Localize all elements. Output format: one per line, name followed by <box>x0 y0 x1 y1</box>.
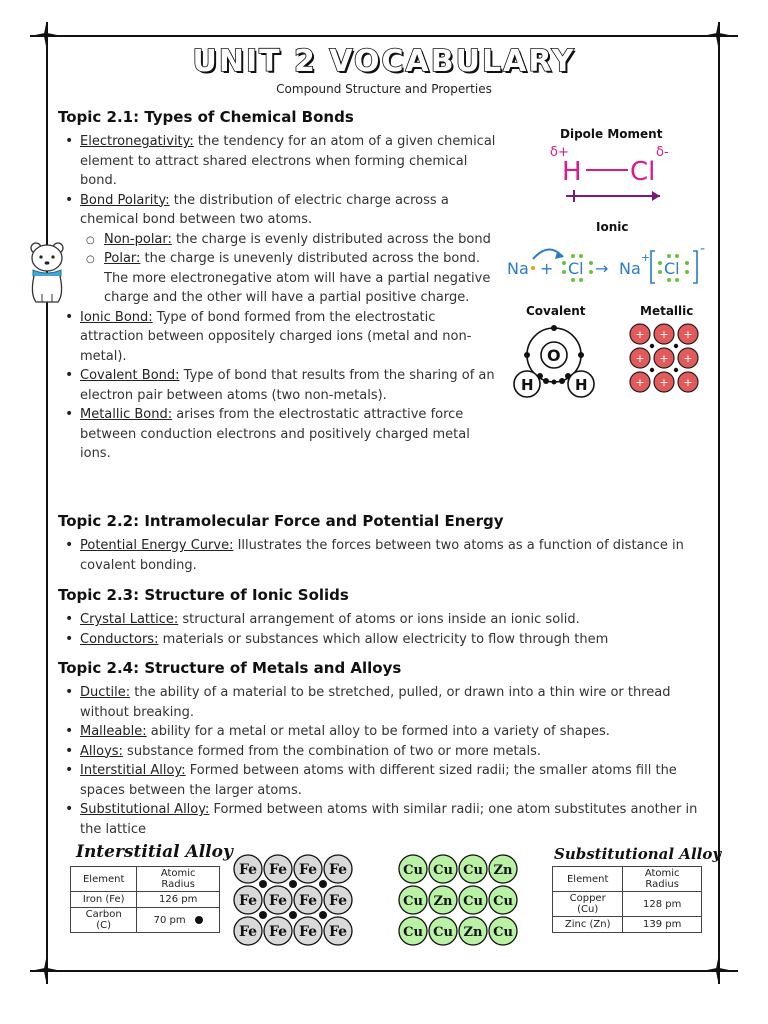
topic-2-2-section <box>58 512 708 575</box>
list-item <box>58 249 503 308</box>
topic-2-2-list <box>58 536 708 575</box>
page-title: UNIT 2 VOCABULARY <box>192 44 576 79</box>
term-ductile: Ductile: <box>80 685 131 700</box>
definition: Type of bond formed from the electrostatic attraction between oppositely charged ions (metal and non-metal). <box>80 309 472 364</box>
fe-atom-label: Fe <box>238 862 258 878</box>
covalent-label: Covalent <box>526 304 586 318</box>
list-item <box>58 191 503 230</box>
fe-atom-label: Fe <box>328 893 348 909</box>
corner-star-icon <box>707 959 729 981</box>
list-item <box>58 536 708 575</box>
table-row <box>71 892 220 908</box>
list-item <box>58 630 708 650</box>
term-electronegativity: Electronegativity: <box>80 134 194 149</box>
frame-bottom-line <box>30 970 738 972</box>
list-item <box>58 683 708 722</box>
frame-left-line <box>46 22 48 984</box>
topic-2-4-list <box>58 683 708 839</box>
fe-atom-label: Fe <box>268 924 288 940</box>
metal-ion-charge: + <box>683 328 693 341</box>
list-item <box>58 722 708 742</box>
alloy-atom-label: Cu <box>463 894 483 909</box>
table-header: Element <box>71 867 137 892</box>
alloy-atom-label: Zn <box>463 925 483 940</box>
table-cell: Carbon (C) <box>71 908 137 933</box>
fe-atom-label: Fe <box>238 893 258 909</box>
term-crystal-lattice: Crystal Lattice: <box>80 612 179 627</box>
table-row <box>71 908 220 933</box>
alloy-atom-label: Cu <box>433 925 453 940</box>
metal-ion-charge: + <box>635 352 645 365</box>
topic-2-1-heading: Topic 2.1: Types of Chemical Bonds <box>58 108 354 126</box>
ionic-charge-positive: + <box>641 251 651 264</box>
topic-2-1-list <box>58 132 503 464</box>
table-header: Atomic Radius <box>137 867 220 892</box>
table-cell: Zinc (Zn) <box>553 917 623 933</box>
term-malleable: Malleable: <box>80 724 147 739</box>
alloy-atom-label: Cu <box>403 894 423 909</box>
interstitial-table <box>70 866 220 933</box>
ionic-na-ion: Na <box>619 259 641 278</box>
metal-ion-charge: + <box>683 352 693 365</box>
carbon-atom <box>289 911 297 919</box>
list-item <box>58 610 708 630</box>
term-bond-polarity: Bond Polarity: <box>80 192 170 208</box>
term-alloys: Alloys: <box>80 743 123 759</box>
definition: the distribution of electric charge across a chemical bond between two atoms. <box>80 192 449 227</box>
substitutional-alloy-title: Substitutional Alloy <box>554 845 722 863</box>
ionic-charge-negative: - <box>700 241 706 257</box>
metallic-bond-diagram <box>628 322 700 394</box>
metal-ion-charge: + <box>659 352 669 365</box>
topic-2-1-section <box>58 108 503 464</box>
list-item <box>58 761 708 800</box>
fe-atom-label: Fe <box>268 893 288 909</box>
free-electron <box>650 344 654 348</box>
definition: Type of bond that results from the sharing of an electron pair between atoms (two non-metals). <box>80 368 495 403</box>
definition: substance formed from the combination of two or more metals. <box>122 743 542 759</box>
dipole-moment-diagram <box>548 142 688 210</box>
definition: ability for a metal or metal alloy to be formed into a variety of shapes. <box>146 724 610 739</box>
table-cell: 70 pm <box>137 908 220 933</box>
fe-atom-label: Fe <box>298 862 318 878</box>
list-item <box>58 132 503 191</box>
dipole-h-atom: H <box>562 157 582 187</box>
term-interstitial-alloy: Interstitial Alloy: <box>80 763 186 778</box>
delta-minus: δ- <box>656 145 669 160</box>
frame-top-line <box>30 35 738 37</box>
covalent-hydrogen-right: H <box>575 376 588 394</box>
ionic-na: Na <box>507 259 529 278</box>
table-row <box>553 867 702 892</box>
term-non-polar: Non-polar: <box>104 231 172 247</box>
carbon-dot-icon <box>195 916 203 924</box>
carbon-atom <box>259 880 267 888</box>
term-conductors: Conductors: <box>80 631 159 647</box>
table-row <box>71 867 220 892</box>
corner-star-icon <box>35 24 57 46</box>
term-metallic-bond: Metallic Bond: <box>80 407 173 422</box>
definition: Formed between atoms with similar radii; one atom substitutes another in the lattice <box>80 802 698 837</box>
table-cell: Iron (Fe) <box>71 892 137 908</box>
corner-star-icon <box>707 24 729 46</box>
ionic-bond-diagram <box>503 237 718 289</box>
table-cell: 128 pm <box>623 892 702 917</box>
alloy-atom-label: Zn <box>493 863 513 878</box>
free-electron <box>674 368 678 372</box>
definition: the charge is unevenly distributed across the bond. The more electronegative atom will have a partial negative charge and the other will have a partial positive charge. <box>104 251 491 305</box>
topic-2-4-section <box>58 659 708 839</box>
definition: arises from the electrostatic attractive force between conduction electrons and positively charged metal ions. <box>80 407 470 461</box>
topic-2-4-heading: Topic 2.4: Structure of Metals and Alloys <box>58 659 402 677</box>
delta-plus: δ+ <box>550 145 569 160</box>
definition: the charge is evenly distributed across the bond <box>171 231 491 247</box>
table-cell: Copper (Cu) <box>553 892 623 917</box>
definition: the ability of a material to be stretched, pulled, or drawn into a thin wire or thread without breaking. <box>80 685 671 720</box>
metal-ion-charge: + <box>659 328 669 341</box>
ionic-plus: + <box>540 259 554 278</box>
carbon-atom <box>289 880 297 888</box>
fe-atom-label: Fe <box>268 862 288 878</box>
substitutional-table <box>552 866 702 933</box>
fe-atom-label: Fe <box>298 893 318 909</box>
definition: structural arrangement of atoms or ions inside an ionic solid. <box>178 612 580 627</box>
term-polar: Polar: <box>104 251 141 266</box>
list-item <box>58 230 503 250</box>
table-row <box>553 892 702 917</box>
metallic-label: Metallic <box>640 304 694 318</box>
table-header: Atomic Radius <box>623 867 702 892</box>
alloy-atom-label: Cu <box>493 925 513 940</box>
ionic-label: Ionic <box>596 220 629 234</box>
topic-2-3-list <box>58 610 708 649</box>
table-row <box>553 917 702 933</box>
topic-2-2-heading: Topic 2.2: Intramolecular Force and Potential Energy <box>58 512 504 530</box>
carbon-atom <box>319 911 327 919</box>
term-covalent-bond: Covalent Bond: <box>80 368 180 383</box>
table-cell: 139 pm <box>623 917 702 933</box>
list-item <box>58 366 503 405</box>
alloy-atom-label: Zn <box>433 894 453 909</box>
covalent-oxygen: O <box>547 346 561 365</box>
alloy-atom-label: Cu <box>403 925 423 940</box>
term-potential-energy-curve: Potential Energy Curve: <box>80 538 234 553</box>
definition: Formed between atoms with different sized radii; the smaller atoms fill the spaces between the larger atoms. <box>80 763 677 798</box>
list-item <box>58 405 503 464</box>
free-electron <box>650 368 654 372</box>
fe-atom-label: Fe <box>328 862 348 878</box>
list-item <box>58 800 708 839</box>
fe-atom-label: Fe <box>238 924 258 940</box>
list-item <box>58 308 503 367</box>
table-header: Element <box>553 867 623 892</box>
alloy-atom-label: Cu <box>403 863 423 878</box>
metal-ion-charge: + <box>635 376 645 389</box>
interstitial-lattice-diagram <box>232 853 356 949</box>
ionic-cl-ion: Cl <box>664 259 680 278</box>
page-subtitle: Compound Structure and Properties <box>276 82 492 96</box>
topic-2-3-section <box>58 586 708 649</box>
topic-2-3-heading: Topic 2.3: Structure of Ionic Solids <box>58 586 349 604</box>
definition: Illustrates the forces between two atoms as a function of distance in covalent bonding. <box>80 538 684 573</box>
table-cell: 126 pm <box>137 892 220 908</box>
definition: the tendency for an atom of a given chemical element to attract shared electrons when forming chemical bond. <box>80 134 496 188</box>
metal-ion-charge: + <box>683 376 693 389</box>
metal-ion-charge: + <box>635 328 645 341</box>
term-ionic-bond: Ionic Bond: <box>80 309 153 325</box>
fe-atom-label: Fe <box>298 924 318 940</box>
fe-atom-label: Fe <box>328 924 348 940</box>
term-substitutional-alloy: Substitutional Alloy: <box>80 802 210 817</box>
metal-ion-charge: + <box>659 376 669 389</box>
dipole-cl-atom: Cl <box>630 157 656 187</box>
corner-star-icon <box>35 959 57 981</box>
frame-right-line <box>718 22 720 984</box>
svg-text:→: → <box>595 259 609 278</box>
free-electron <box>674 344 678 348</box>
alloy-atom-label: Cu <box>463 863 483 878</box>
carbon-atom <box>319 880 327 888</box>
interstitial-alloy-title: Interstitial Alloy <box>76 842 233 862</box>
substitutional-lattice-diagram <box>398 853 520 949</box>
dipole-moment-label: Dipole Moment <box>560 127 663 141</box>
list-item <box>58 742 708 762</box>
covalent-water-diagram <box>510 320 600 408</box>
alloy-atom-label: Cu <box>433 863 453 878</box>
ionic-cl: Cl <box>568 259 584 278</box>
covalent-hydrogen-left: H <box>521 376 534 394</box>
definition: materials or substances which allow electricity to flow through them <box>158 631 609 647</box>
carbon-atom <box>259 911 267 919</box>
alloy-atom-label: Cu <box>493 894 513 909</box>
